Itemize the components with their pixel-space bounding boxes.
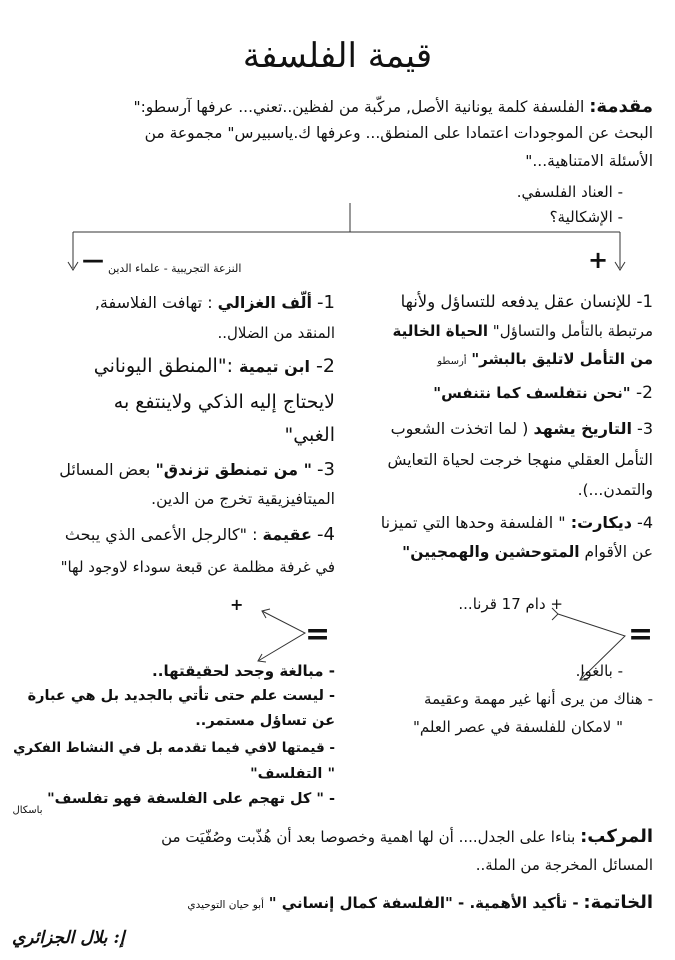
left-point-3-num: 3- — [317, 459, 335, 480]
eval-left-item-6-source: باسكال — [12, 805, 43, 816]
eval-left-item-4: - قيمتها لافي فيما تقدمه بل في النشاط الفكري — [13, 740, 335, 756]
eval-left-item-2: - ليست علم حتى تأتي بالجديد بل هي عبارة — [27, 688, 335, 704]
right-point-3a — [391, 419, 653, 438]
left-point-2b: لايحتاج إليه الذكي ولاينتفع به — [113, 391, 335, 413]
right-point-3c: والتمدن...). — [577, 481, 653, 499]
intro-label: مقدمة: — [589, 96, 653, 117]
left-point-2a-text: :"المنطق اليوناني — [93, 355, 233, 377]
eval-left-equals: = — [305, 617, 331, 652]
right-point-1b — [393, 322, 653, 340]
right-point-1c — [437, 350, 653, 368]
left-point-3a — [59, 459, 335, 480]
right-point-4-num: 4- — [637, 513, 653, 532]
intro-item-1: - العناد الفلسفي. — [516, 183, 623, 201]
right-point-1b-text: مرتبطة بالتأمل والتساؤل" — [492, 322, 653, 340]
left-point-3b: الميتافيزيقية تخرج من الدين. — [151, 490, 335, 508]
left-point-2c: الغبي" — [284, 424, 335, 446]
synthesis-line-2: المسائل المخرجة من الملة.. — [475, 856, 653, 874]
right-point-1b-bold: الحياة الخالية — [392, 322, 489, 340]
eval-right-top: + دام 17 قرنا... — [458, 595, 563, 613]
conclusion-text: - تأكيد الأهمية. - "الفلسفة كمال إنساني " — [268, 894, 579, 912]
intro-item-2: - الإشكالية؟ — [549, 208, 623, 226]
left-point-2a — [94, 355, 335, 377]
eval-right-equals: = — [628, 617, 654, 652]
left-point-2-bold: ابن تيمية — [239, 357, 310, 376]
left-point-1-bold: ألّف الغزالي — [217, 293, 312, 312]
eval-right-item-3: " لامكان للفلسفة في عصر العلم" — [412, 718, 623, 736]
author-signature: إ: بلال الجزائري — [12, 928, 125, 948]
left-point-4a — [65, 524, 335, 545]
left-point-4b: في غرفة مظلمة عن قبعة سوداء لاوجود لها" — [60, 558, 335, 576]
left-point-1a-text: : تهافت الفلاسفة, — [94, 293, 213, 312]
intro-line-1 — [133, 96, 653, 117]
left-point-4-num: 4- — [317, 524, 335, 545]
right-point-2-num: 2- — [636, 383, 653, 403]
left-column-header: النزعة التجريبية - علماء الدين — [108, 262, 242, 275]
right-point-4a-text: " الفلسفة وحدها التي تميزنا — [380, 513, 566, 532]
left-point-3-bold: " من تمنطق تزندق" — [155, 460, 312, 479]
right-point-4-bold: ديكارت: — [570, 513, 632, 532]
left-point-2-num: 2- — [316, 355, 335, 377]
eval-left-item-6-text: - " كل تهجم على الفلسفة فهو تفلسف" — [47, 791, 335, 807]
conclusion-line — [187, 892, 653, 913]
right-point-3-bold: التاريخ يشهد — [533, 419, 632, 438]
eval-right-item-1: - بالغوا. — [575, 662, 623, 680]
intro-line-3: الأسئلة الامتناهية..." — [525, 152, 653, 170]
left-point-4a-text: : "كالرجل الأعمى الذي يبحث — [64, 525, 258, 544]
eval-right-item-2: - هناك من يرى أنها غير مهمة وعقيمة — [424, 690, 653, 708]
left-point-4-bold: عقيمة — [262, 525, 312, 544]
left-point-1-num: 1- — [317, 292, 335, 313]
right-point-4b-text: عن الأقوام — [584, 543, 653, 561]
eval-left-item-5: " التفلسف" — [250, 766, 335, 782]
right-point-1c-source: أرسطو — [437, 356, 467, 367]
conclusion-label: الخاتمة: — [583, 892, 653, 913]
right-point-1a: 1- للإنسان عقل يدفعه للتساؤل ولأنها — [400, 292, 653, 311]
synthesis-text-1: بناءا على الجدل.... أن لها اهمية وخصوصا بعد أن هُذّبت وصُفّيَت من — [161, 828, 576, 846]
eval-left-top: + — [230, 595, 244, 614]
left-point-1b: المنقد من الضلال.. — [217, 324, 335, 342]
eval-left-item-1: - مبالغة وجحد لحقيقتها.. — [152, 662, 335, 680]
synthesis-label: المركب: — [580, 826, 653, 847]
right-point-3b: التأمل العقلي منهجا خرجت لحياة التعايش — [387, 451, 653, 469]
right-point-1c-bold: من التأمل لاتليق بالبشر" — [471, 350, 653, 368]
plus-sign: + — [588, 246, 609, 274]
right-point-4b-bold: المتوحشين والهمجيين" — [402, 543, 580, 561]
left-point-1a — [95, 292, 335, 313]
synthesis-line-1 — [161, 826, 653, 847]
left-point-3a-text: بعض المسائل — [59, 460, 151, 479]
eval-left-item-3: عن تساؤل مستمر.. — [195, 713, 335, 729]
right-point-2-bold: "نحن نتفلسف كما نتنفس" — [433, 384, 631, 402]
right-point-4b — [402, 543, 653, 561]
right-point-4a — [381, 513, 653, 532]
eval-left-item-6 — [12, 791, 335, 816]
page-title: قيمة الفلسفة — [242, 36, 433, 76]
conclusion-source: أبو حيان التوحيدي — [187, 899, 264, 911]
intro-text-1: الفلسفة كلمة يونانية الأصل, مركّبة من لفظين..تعني... عرفها آرسطو:" — [133, 98, 585, 116]
right-point-2 — [433, 383, 653, 403]
minus-sign: — — [82, 248, 104, 273]
right-point-3a-text: ( لما اتخذت الشعوب — [390, 419, 529, 438]
right-point-3-num: 3- — [637, 419, 653, 438]
intro-line-2: البحث عن الموجودات اعتمادا على المنطق... وعرفها ك.ياسبيرس" مجموعة من — [144, 124, 653, 142]
